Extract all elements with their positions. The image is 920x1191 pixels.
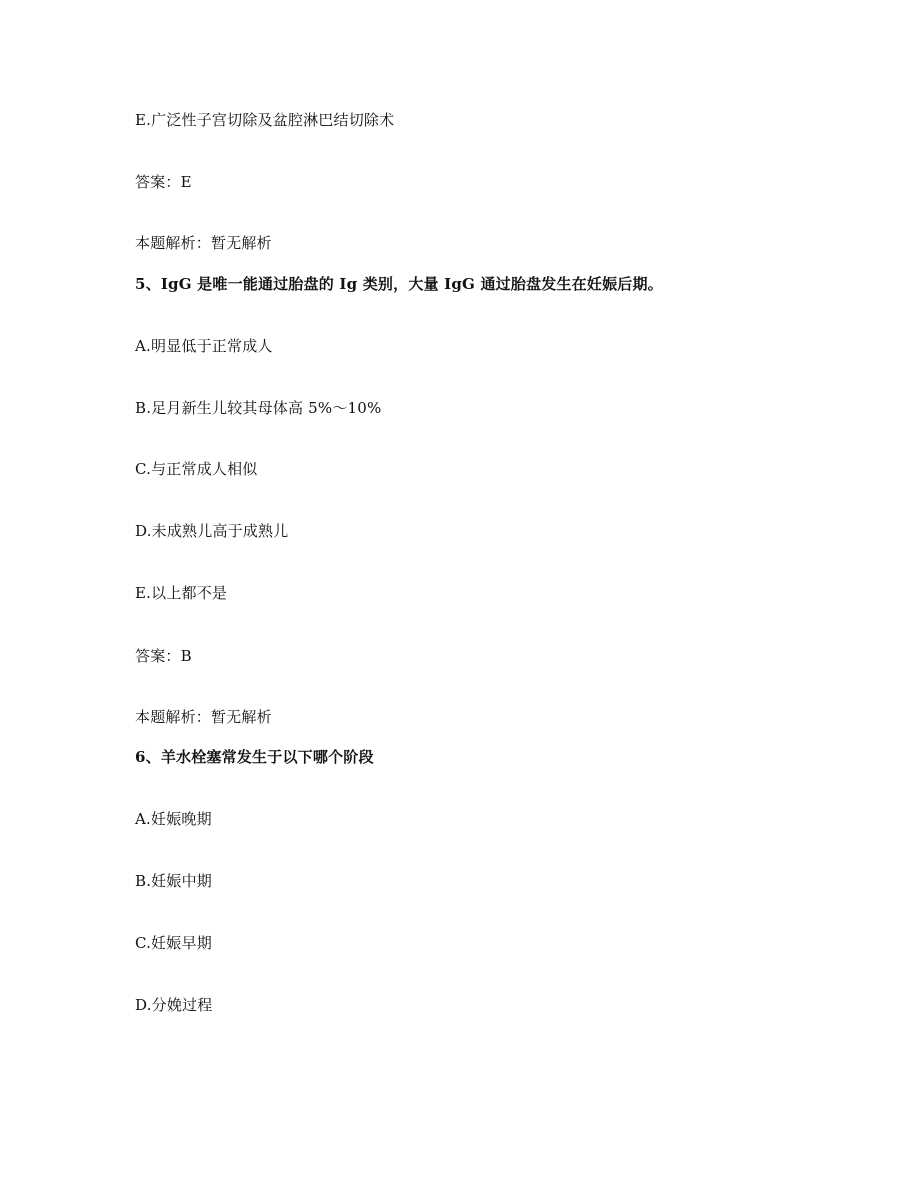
q5-option-c: C.与正常成人相似 — [135, 460, 258, 478]
q6-option-d: D.分娩过程 — [135, 996, 213, 1014]
q4-analysis: 本题解析：暂无解析 — [135, 234, 272, 252]
q5-option-b: B.足月新生儿较其母体高 5%～10% — [135, 399, 382, 417]
q6-option-a: A.妊娠晚期 — [135, 810, 212, 828]
q5-question: 5、IgG 是唯一能通过胎盘的 Ig 类别，大量 IgG 通过胎盘发生在妊娠后期。 — [135, 275, 663, 293]
q5-analysis: 本题解析：暂无解析 — [135, 708, 272, 726]
q5-answer: 答案：B — [135, 647, 192, 665]
q5-option-a: A.明显低于正常成人 — [135, 337, 273, 355]
q5-option-e: E.以上都不是 — [135, 584, 228, 602]
q5-option-d: D.未成熟儿高于成熟儿 — [135, 522, 289, 540]
q4-answer: 答案：E — [135, 173, 192, 191]
q6-option-b: B.妊娠中期 — [135, 872, 212, 890]
q4-option-e: E.广泛性子宫切除及盆腔淋巴结切除术 — [135, 111, 395, 129]
q6-question: 6、羊水栓塞常发生于以下哪个阶段 — [135, 748, 374, 766]
q6-option-c: C.妊娠早期 — [135, 934, 212, 952]
